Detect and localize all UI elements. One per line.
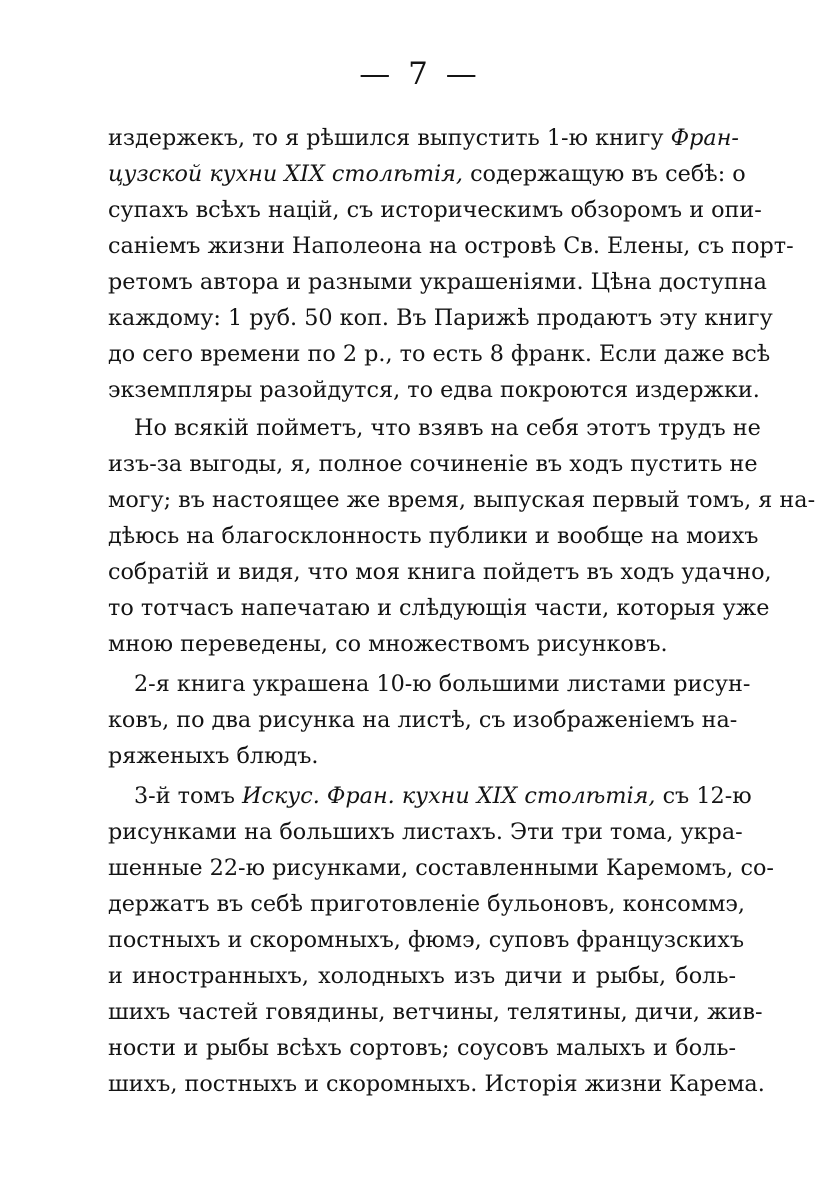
text-line: ретомъ автора и разными украшеніями. Цѣна доступна bbox=[108, 269, 767, 295]
text-line: издержекъ, то я рѣшился выпустить 1-ю книгу Фран- bbox=[108, 125, 739, 151]
text-line: шихъ, постныхъ и скоромныхъ. Исторія жизни Карема. bbox=[108, 1071, 765, 1097]
text-line: шенные 22-ю рисунками, составленными Каремомъ, со- bbox=[108, 855, 774, 881]
text-line: супахъ всѣхъ націй, съ историческимъ обзоромъ и опи- bbox=[108, 197, 762, 223]
text-line: шихъ частей говядины, ветчины, телятины, дичи, жив- bbox=[108, 999, 763, 1025]
text-line: ряженыхъ блюдъ. bbox=[108, 743, 319, 769]
text-line: каждому: 1 руб. 50 коп. Въ Парижѣ продаютъ эту книгу bbox=[108, 305, 773, 331]
text-line: 3-й томъ Искус. Фран. кухни XIX столѣтія, съ 12-ю bbox=[134, 783, 752, 809]
text-line: Но всякій пойметъ, что взявъ на себя этотъ трудъ не bbox=[134, 415, 761, 441]
text-line: экземпляры разойдутся, то едва покроются издержки. bbox=[108, 377, 760, 403]
text-line: дѣюсь на благосклонность публики и вообще на моихъ bbox=[108, 523, 759, 549]
text-line: собратій и видя, что моя книга пойдетъ въ ходъ удачно, bbox=[108, 559, 772, 585]
text-line: цузской кухни XIX столѣтія, содержащую въ себѣ: о bbox=[108, 161, 746, 187]
text-line: и иностранныхъ, холодныхъ изъ дичи и рыбы, боль- bbox=[108, 963, 736, 989]
text-line: постныхъ и скоромныхъ, фюмэ, суповъ французскихъ bbox=[108, 927, 745, 953]
text-line: ковъ, по два рисунка на листѣ, съ изображеніемъ на- bbox=[108, 707, 738, 733]
text-line: то тотчасъ напечатаю и слѣдующія части, которыя уже bbox=[108, 595, 770, 621]
text-line: рисунками на большихъ листахъ. Эти три тома, укра- bbox=[108, 819, 743, 845]
text-line: мною переведены, со множествомъ рисунковъ. bbox=[108, 631, 668, 657]
text-line: изъ-за выгоды, я, полное сочиненіе въ ходъ пустить не bbox=[108, 451, 758, 477]
text-line: 2-я книга украшена 10-ю большими листами рисун- bbox=[134, 671, 751, 697]
text-line: держатъ въ себѣ приготовленіе бульоновъ, консоммэ, bbox=[108, 891, 745, 917]
text-line: до сего времени по 2 р., то есть 8 франк. Если даже всѣ bbox=[108, 341, 771, 367]
text-line: ности и рыбы всѣхъ сортовъ; соусовъ малыхъ и боль- bbox=[108, 1035, 736, 1061]
text-line: саніемъ жизни Наполеона на островѣ Св. Елены, съ порт- bbox=[108, 233, 794, 259]
page-number: — 7 — bbox=[359, 56, 481, 92]
text-line: могу; въ настоящее же время, выпуская первый томъ, я на- bbox=[108, 487, 816, 513]
